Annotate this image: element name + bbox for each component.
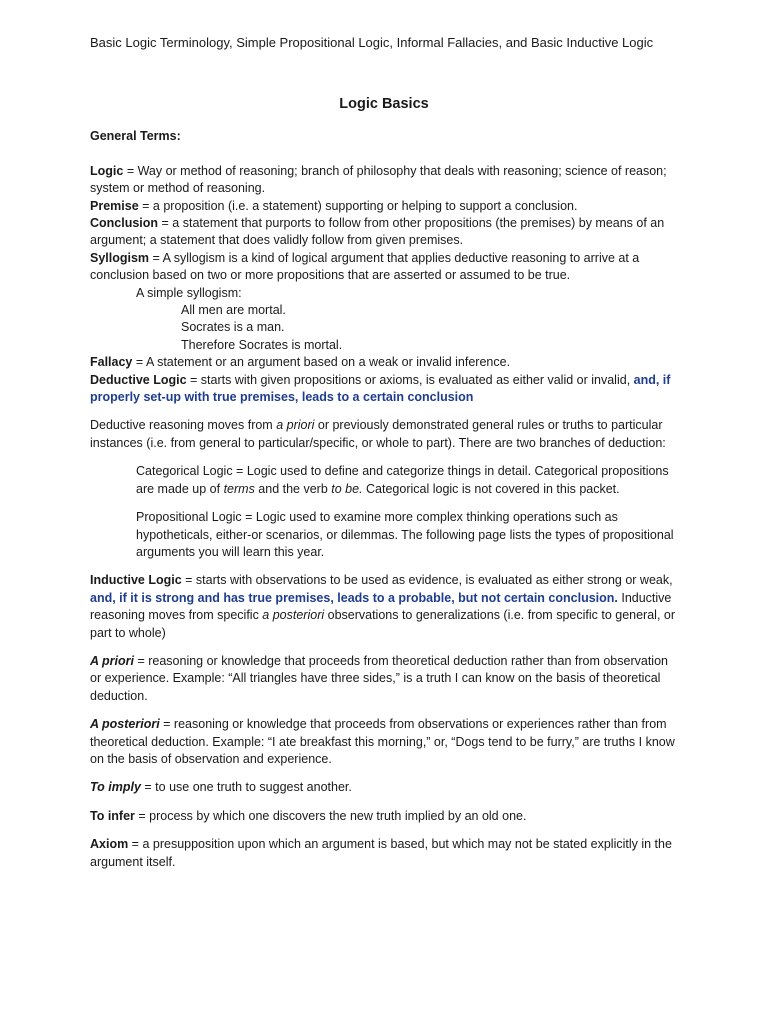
definition: = to use one truth to suggest another. — [140, 780, 352, 795]
definition-inductive-logic — [90, 572, 682, 642]
text: Deductive reasoning moves from — [90, 418, 277, 433]
definition: = Way or method of reasoning; branch of philosophy that deals with reasoning; science of reason; system or method of reasoning. — [90, 163, 667, 196]
text: Inductive reasoning moves from specific — [90, 590, 672, 623]
definition: = starts with given propositions or axioms, is evaluated as either valid or invalid, — [186, 372, 634, 387]
definition: = a proposition (i.e. a statement) supporting or helping to support a conclusion. — [138, 198, 578, 213]
definition-to-infer — [90, 808, 682, 825]
highlighted-text: and, if it is strong and has true premises, leads to a probable, but not certain conclusion. — [90, 590, 618, 605]
definition: = a presupposition upon which an argument is based, but which may not be stated explicitly in the argument itself. — [90, 837, 672, 869]
highlighted-text: and, if properly set-up with true premises, leads to a certain conclusion — [90, 372, 671, 405]
definition: = starts with observations to be used as evidence, is evaluated as either strong or weak, — [181, 573, 673, 588]
running-header: Basic Logic Terminology, Simple Propositional Logic, Informal Fallacies, and Basic Inductive Logic — [90, 35, 654, 50]
definition-syllogism — [90, 250, 682, 285]
definition-a-posteriori — [90, 716, 682, 768]
definition-fallacy — [90, 354, 682, 371]
general-terms-heading: General Terms: — [90, 129, 181, 143]
italic-text: to be. — [331, 481, 363, 496]
text: Categorical logic is not covered in this packet. — [362, 481, 620, 496]
syllogism-line: Socrates is a man. — [181, 320, 285, 335]
deductive-reasoning-paragraph — [90, 417, 682, 452]
term: Syllogism — [90, 250, 150, 265]
definition-premise — [90, 198, 682, 215]
term: Axiom — [90, 837, 129, 852]
text: and the verb — [254, 481, 332, 496]
term: Premise — [90, 198, 139, 213]
definition: = A statement or an argument based on a weak or invalid inference. — [132, 355, 511, 370]
definition: = process by which one discovers the new truth implied by an old one. — [134, 808, 527, 823]
italic-text: terms — [223, 481, 255, 496]
term: Conclusion — [90, 216, 159, 231]
definition: = A syllogism is a kind of logical argument that applies deductive reasoning to arrive at a conclusion based on two or more propositions that are asserted or assumed to be true. — [90, 250, 640, 283]
definition-to-imply — [90, 779, 682, 796]
text: observations to generalizations (i.e. from specific to general, or part to whole) — [90, 608, 676, 640]
term: A posteriori — [90, 717, 160, 732]
definition: = reasoning or knowledge that proceeds from theoretical deduction rather than from observation or experience. Example: “All triangles have three sides,” is a truth I can know on the basis of theoretical deduction. — [90, 653, 668, 703]
syllogism-line: All men are mortal. — [181, 303, 286, 318]
page-title: Logic Basics — [339, 96, 429, 112]
syllogism-line: Therefore Socrates is mortal. — [181, 337, 343, 352]
term: To imply — [90, 780, 141, 795]
definition-deductive-logic — [90, 372, 682, 407]
definition: = reasoning or knowledge that proceeds from observations or experiences rather than from theoretical deduction. Example: “I ate breakfast this morning,” or, “Dogs tend to be furry,” are truths I know on the basis of observation and experience. — [90, 717, 675, 766]
term: Deductive Logic — [90, 372, 187, 387]
definition-logic — [90, 163, 682, 198]
italic-text: a posteriori — [262, 608, 325, 623]
categorical-logic-paragraph — [136, 463, 682, 498]
document-body — [90, 128, 682, 871]
term: Inductive Logic — [90, 573, 182, 588]
term: Fallacy — [90, 355, 133, 370]
text: or previously demonstrated general rules or truths to particular instances (i.e. from general to particular/specific, or whole to part). There are two branches of deduction: — [90, 418, 666, 450]
text: Categorical Logic = Logic used to define and categorize things in detail. Categorical propositions are made up of — [136, 464, 669, 496]
definition-conclusion — [90, 215, 682, 250]
definition: = a statement that purports to follow from other propositions (the premises) by means of an argument; a statement that does validly follow from given premises. — [90, 216, 665, 248]
syllogism-example-intro: A simple syllogism: — [136, 285, 242, 300]
term: Logic — [90, 163, 124, 178]
definition-a-priori — [90, 653, 682, 705]
italic-text: a priori — [276, 418, 315, 433]
propositional-logic-paragraph: Propositional Logic = Logic used to examine more complex thinking operations such as hypotheticals, either-or scenarios, or dilemmas. The following page lists the types of propositional arguments you will learn this year. — [136, 510, 674, 559]
term: A priori — [90, 653, 134, 668]
definition-axiom — [90, 836, 682, 871]
term: To infer — [90, 808, 135, 823]
